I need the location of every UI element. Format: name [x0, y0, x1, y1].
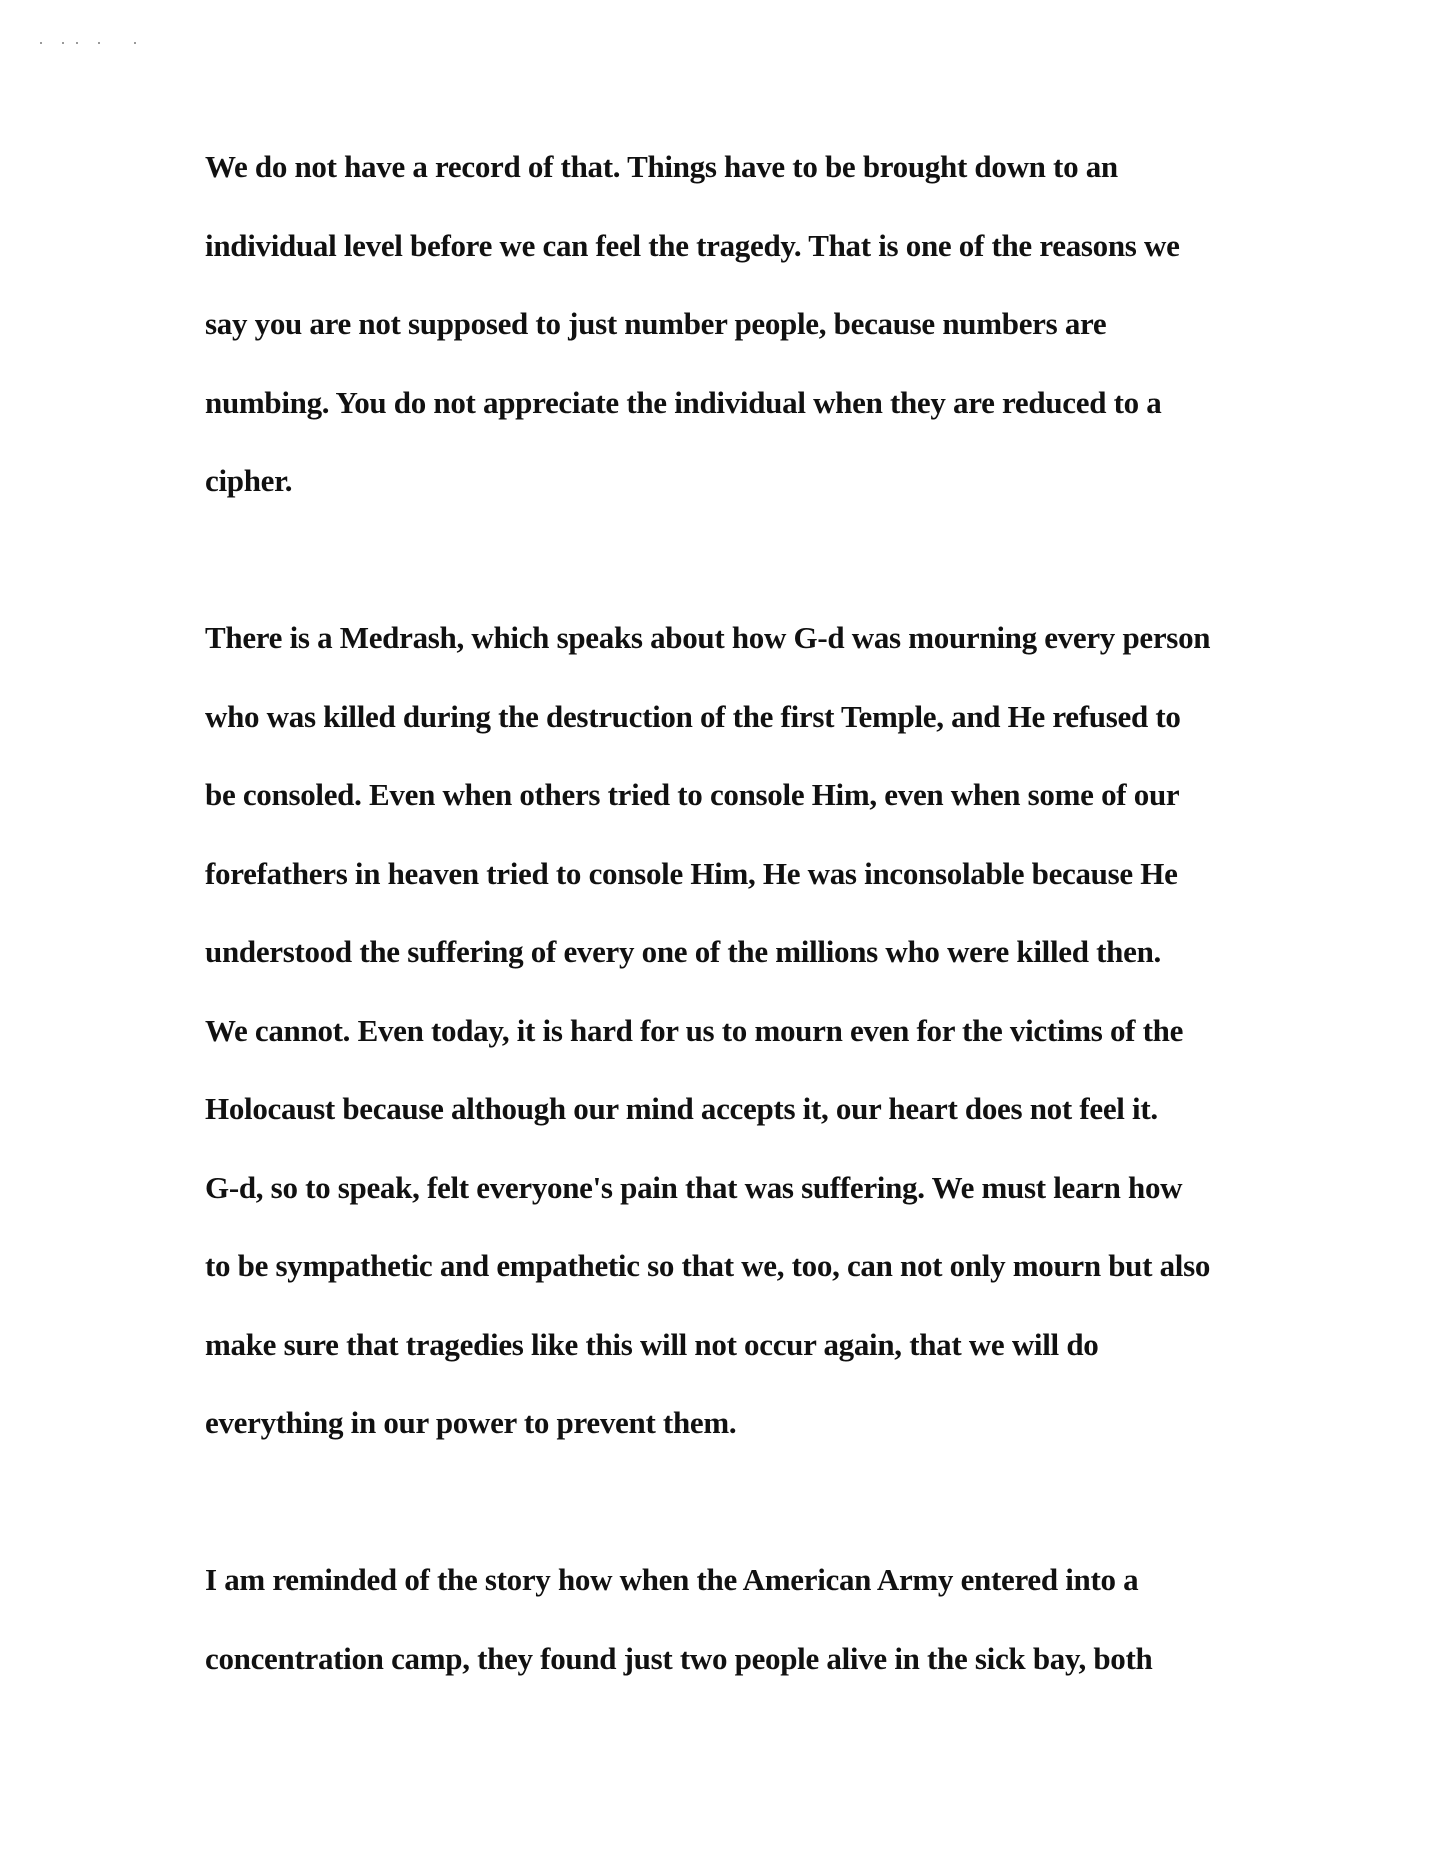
text-line: cipher. — [205, 463, 293, 498]
text-line: Holocaust because although our mind accepts it, our heart does not feel it. — [205, 1091, 1158, 1126]
text-line: say you are not supposed to just number people, because numbers are — [205, 306, 1107, 341]
text-line: be consoled. Even when others tried to console Him, even when some of our — [205, 777, 1180, 812]
text-line: everything in our power to prevent them. — [205, 1405, 737, 1440]
text-line: understood the suffering of every one of the millions who were killed then. — [205, 934, 1161, 969]
text-line: individual level before we can feel the tragedy. That is one of the reasons we — [205, 227, 1180, 263]
text-line: numbing. You do not appreciate the individual when they are reduced to a — [205, 384, 1162, 420]
paragraph-1 — [205, 128, 1245, 521]
text-line: to be sympathetic and empathetic so that we, too, can not only mourn but also — [205, 1248, 1211, 1283]
text-line: G-d, so to speak, felt everyone's pain that was suffering. We must learn how — [205, 1169, 1183, 1205]
text-line: forefathers in heaven tried to console Him, He was inconsolable because He — [205, 855, 1178, 891]
text-line: make sure that tragedies like this will not occur again, that we will do — [205, 1326, 1099, 1362]
paragraph-2 — [205, 599, 1245, 1463]
document-body — [205, 128, 1245, 1777]
text-line: I am reminded of the story how when the American Army entered into a — [205, 1562, 1139, 1597]
scan-artifact — [40, 40, 150, 46]
text-line: concentration camp, they found just two people alive in the sick bay, both — [205, 1640, 1153, 1676]
text-line: We cannot. Even today, it is hard for us to mourn even for the victims of the — [205, 1012, 1184, 1048]
paragraph-3 — [205, 1541, 1245, 1698]
text-line: There is a Medrash, which speaks about how G-d was mourning every person — [205, 620, 1211, 655]
text-line: who was killed during the destruction of the first Temple, and He refused to — [205, 698, 1181, 734]
text-line: We do not have a record of that. Things have to be brought down to an — [205, 149, 1118, 184]
